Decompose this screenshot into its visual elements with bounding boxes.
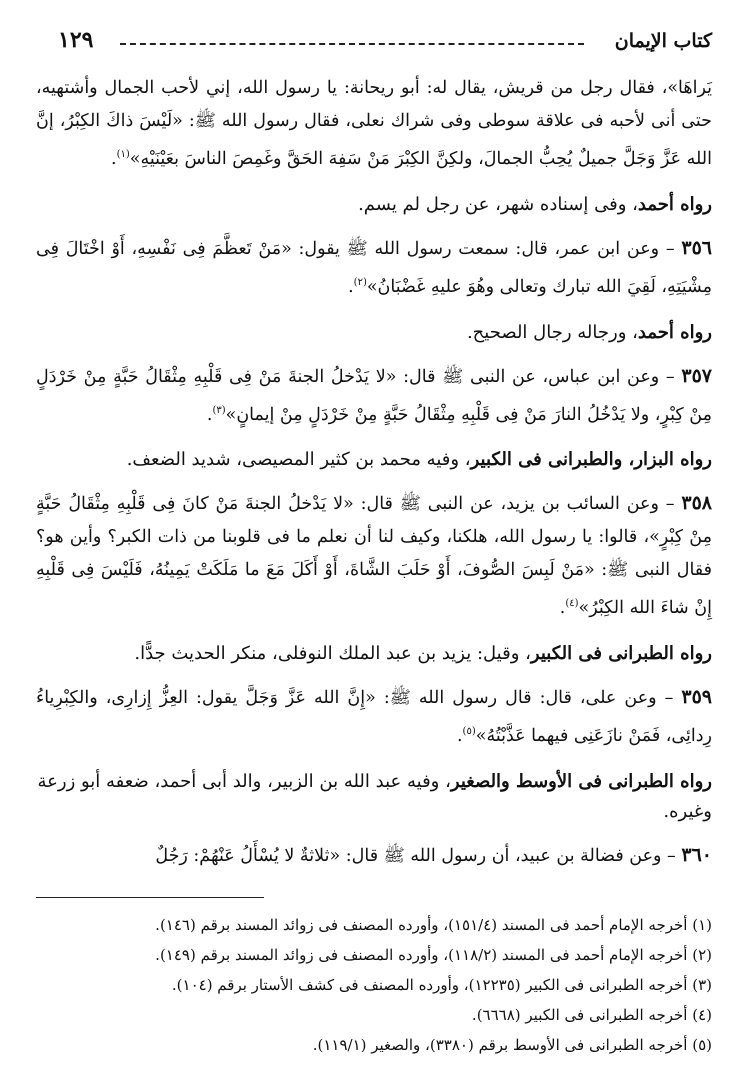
narration-note	[36, 767, 712, 827]
hadith-number: ٣٥٦	[681, 236, 712, 259]
narration-remark: ، ورجاله رجال الصحيح.	[466, 321, 638, 343]
footnote-ref: (٥)	[462, 726, 476, 738]
page-body	[36, 72, 712, 873]
footnote-item: (١) أخرجه الإمام أحمد فى المسند (١٥١/٤)، وأورده المصنف فى زوائد المسند برقم (١٤٦).	[155, 916, 712, 934]
footnote-divider	[36, 897, 264, 898]
hadith-text: – وعن على، قال: قال رسول الله ﷺ: «إِنَّ الله عَزَّ وَجَلَّ يقول: العِزُّ إِزارِى، والكِبْرِياءُ رِدائِى، فَمَنْ نازَعَنِى فيهما عَذَّبْتُهُ»	[36, 688, 712, 747]
footnote-item: (٥) أخرجه الطبرانى فى الأوسط برقم (٣٣٨٠)، والصغير (١١٩/١).	[312, 1036, 712, 1054]
footnote-ref: (١)	[116, 149, 130, 160]
running-header	[58, 27, 712, 60]
hadith-number: ٣٥٩	[681, 686, 712, 709]
footnote-item: (٢) أخرجه الإمام أحمد فى المسند (١١٨/٢)، وأورده المصنف فى زوائد المسند برقم (١٤٩).	[155, 946, 712, 964]
hadith-text: – وعن ابن عباس، عن النبى ﷺ قال: «لا يَدْخلُ الجنةَ مَنْ فِى قَلْبِهِ مِثْقَالُ حَبَّةٍ مِنْ خَرْدَلٍ مِنْ كِبْرٍ، ولا يَدْخُلُ النارَ مَنْ فِى قَلْبِهِ مِثْقَالُ حَبَّةٍ مِنْ خَرْدَلٍ مِنْ إيمانٍ»	[36, 366, 712, 425]
hadith-358: ٣٥٨ – وعن السائب بن يزيد، عن النبى ﷺ قال: «لا يَدْخلُ الجنةَ مَنْ كانَ فِى قَلْبِهِ مِثْقَالُ حَبَّةٍ مِنْ كِبْرٍ»، قالوا: يا رسول الله، هلكنا، وكيف لنا أن نعلم ما فى قلوبنا من ذات الكبر؟ وأين هو؟ فقال النبى ﷺ: «مَنْ لَبِسَ الصُّوفَ، أَوْ حَلَبَ الشَّاةَ، أَوْ أَكَلَ مَعَ ما مَلَكَتْ يَمِينُهُ، فَلَيْسَ فِى قَلْبِهِ إِنْ شاءَ الله الكِبْرُ»$^{(٤)}$.	[36, 492, 712, 619]
book-title: كتاب الإيمان	[614, 30, 712, 52]
narration-note	[36, 445, 712, 475]
narrator-source: رواه البزار، والطبرانى فى الكبير	[470, 449, 712, 471]
hadith-text: – وعن ابن عمر، قال: سمعت رسول الله ﷺ يقول: «مَنْ تَعظَّمَ فِى نَفْسِهِ، أَوْ اخْتَالَ فِى مِشْيَتِهِ، لَقِيَ الله تبارك وتعالى وهُوَ عليهِ غَضْبَانُ»	[36, 238, 712, 297]
narration-note	[36, 639, 712, 669]
header-dashed-rule	[120, 43, 584, 45]
page-number: ١٢٩	[58, 27, 94, 53]
hadith-360	[36, 839, 712, 873]
hadith-number: ٣٦٠	[681, 844, 712, 867]
paragraph-intro: يَراهَا»، فقال رجل من قريش، يقال له: أبو ريحانة: يا رسول الله، إني لأحب الجمال وأشتهيه، حتى أنى لأحبه فى علاقة سوطى وفى شراك نعلى، فقال رسول الله ﷺ: «لَيْسَ ذاكَ الكِبْرُ، إنَّ الله عَزَّ وَجَلَّ جميلٌ يُحِبُّ الجمالَ، ولكِنَّ الكِبْرَ مَنْ سَفِهَ الحَقَّ وغَمِصَ الناسَ بعَيْنَيْهِ»$^{(١)}$.	[36, 78, 712, 169]
hadith-text: – وعن فضالة بن عبيد، أن رسول الله ﷺ قال: «ثلاثةٌ لا يُسْأَلُ عَنْهُمْ: رَجُلٌ	[155, 846, 682, 867]
hadith-number: ٣٥٨	[681, 492, 712, 515]
footnote-item: (٤) أخرجه الطبرانى فى الكبير (٦٦٦٨).	[471, 1006, 712, 1024]
hadith-number: ٣٥٧	[681, 364, 712, 387]
narrator-source: رواه أحمد	[637, 193, 712, 215]
narration-remark: ، وفيه محمد بن كثير المصيصى، شديد الضعف.	[126, 449, 471, 471]
narrator-source: رواه الطبرانى فى الأوسط والصغير	[450, 771, 712, 793]
paragraph-text: يَراهَا»، فقال رجل من قريش، يقال له: أبو ريحانة: يا رسول الله، إني لأحب الجمال وأشتهيه، حتى أنى لأحبه فى علاقة سوطى وفى شراك نعلى، فقال رسول الله ﷺ: «لَيْسَ ذاكَ الكِبْرُ، إنَّ الله عَزَّ وَجَلَّ جميلٌ يُحِبُّ الجمالَ، ولكِنَّ الكِبْرَ مَنْ سَفِهَ الحَقَّ وغَمِصَ الناسَ بعَيْنَيْهِ»	[36, 78, 712, 169]
footnotes	[36, 910, 712, 1060]
hadith-text: – وعن السائب بن يزيد، عن النبى ﷺ قال: «لا يَدْخلُ الجنةَ مَنْ كانَ فِى قَلْبِهِ مِثْقَالُ حَبَّةٍ مِنْ كِبْرٍ»، قالوا: يا رسول الله، هلكنا، وكيف لنا أن نعلم ما فى قلوبنا من ذات الكبر؟ وأين هو؟ فقال النبى ﷺ: «مَنْ لَبِسَ الصُّوفَ، أَوْ حَلَبَ الشَّاةَ، أَوْ أَكَلَ مَعَ ما مَلَكَتْ يَمِينُهُ، فَلَيْسَ فِى قَلْبِهِ إِنْ شاءَ الله الكِبْرُ»	[36, 494, 712, 619]
narration-remark: ، وفيه عبد الله بن الزبير، والد أبى أحمد، ضعفه أبو زرعة وغيره.	[37, 771, 712, 823]
narration-remark: ، وقيل: يزيد بن عبد الملك النوفلى، منكر الحديث جدًّا.	[134, 643, 531, 665]
narrator-source: رواه أحمد	[637, 321, 712, 343]
hadith-356: ٣٥٦ – وعن ابن عمر، قال: سمعت رسول الله ﷺ يقول: «مَنْ تَعظَّمَ فِى نَفْسِهِ، أَوْ اخْتَالَ فِى مِشْيَتِهِ، لَقِيَ الله تبارك وتعالى وهُوَ عليهِ غَضْبَانُ»$^{(٢)}$.	[36, 236, 712, 297]
narrator-source: رواه الطبرانى فى الكبير	[530, 643, 712, 665]
footnote-ref: (٢)	[353, 276, 367, 288]
narration-remark: ، وفى إسناده شهر، عن رجل لم يسم.	[358, 193, 638, 215]
narration-note	[36, 190, 712, 220]
footnote-item: (٣) أخرجه الطبرانى فى الكبير (١٢٢٣٥)، وأورده المصنف فى كشف الأستار برقم (١٠٤).	[171, 976, 712, 994]
footnote-ref: (٣)	[212, 404, 226, 416]
hadith-357: ٣٥٧ – وعن ابن عباس، عن النبى ﷺ قال: «لا يَدْخلُ الجنةَ مَنْ فِى قَلْبِهِ مِثْقَالُ حَبَّةٍ مِنْ خَرْدَلٍ مِنْ كِبْرٍ، ولا يَدْخُلُ النارَ مَنْ فِى قَلْبِهِ مِثْقَالُ حَبَّةٍ مِنْ خَرْدَلٍ مِنْ إيمانٍ»$^{(٣)}$.	[36, 364, 712, 425]
footnote-ref: (٤)	[565, 598, 579, 610]
narration-note	[36, 318, 712, 348]
hadith-359: ٣٥٩ – وعن على، قال: قال رسول الله ﷺ: «إِنَّ الله عَزَّ وَجَلَّ يقول: العِزُّ إِزارِى، والكِبْرِياءُ رِدائِى، فَمَنْ نازَعَنِى فيهما عَذَّبْتُهُ»$^{(٥)}$.	[36, 686, 712, 747]
